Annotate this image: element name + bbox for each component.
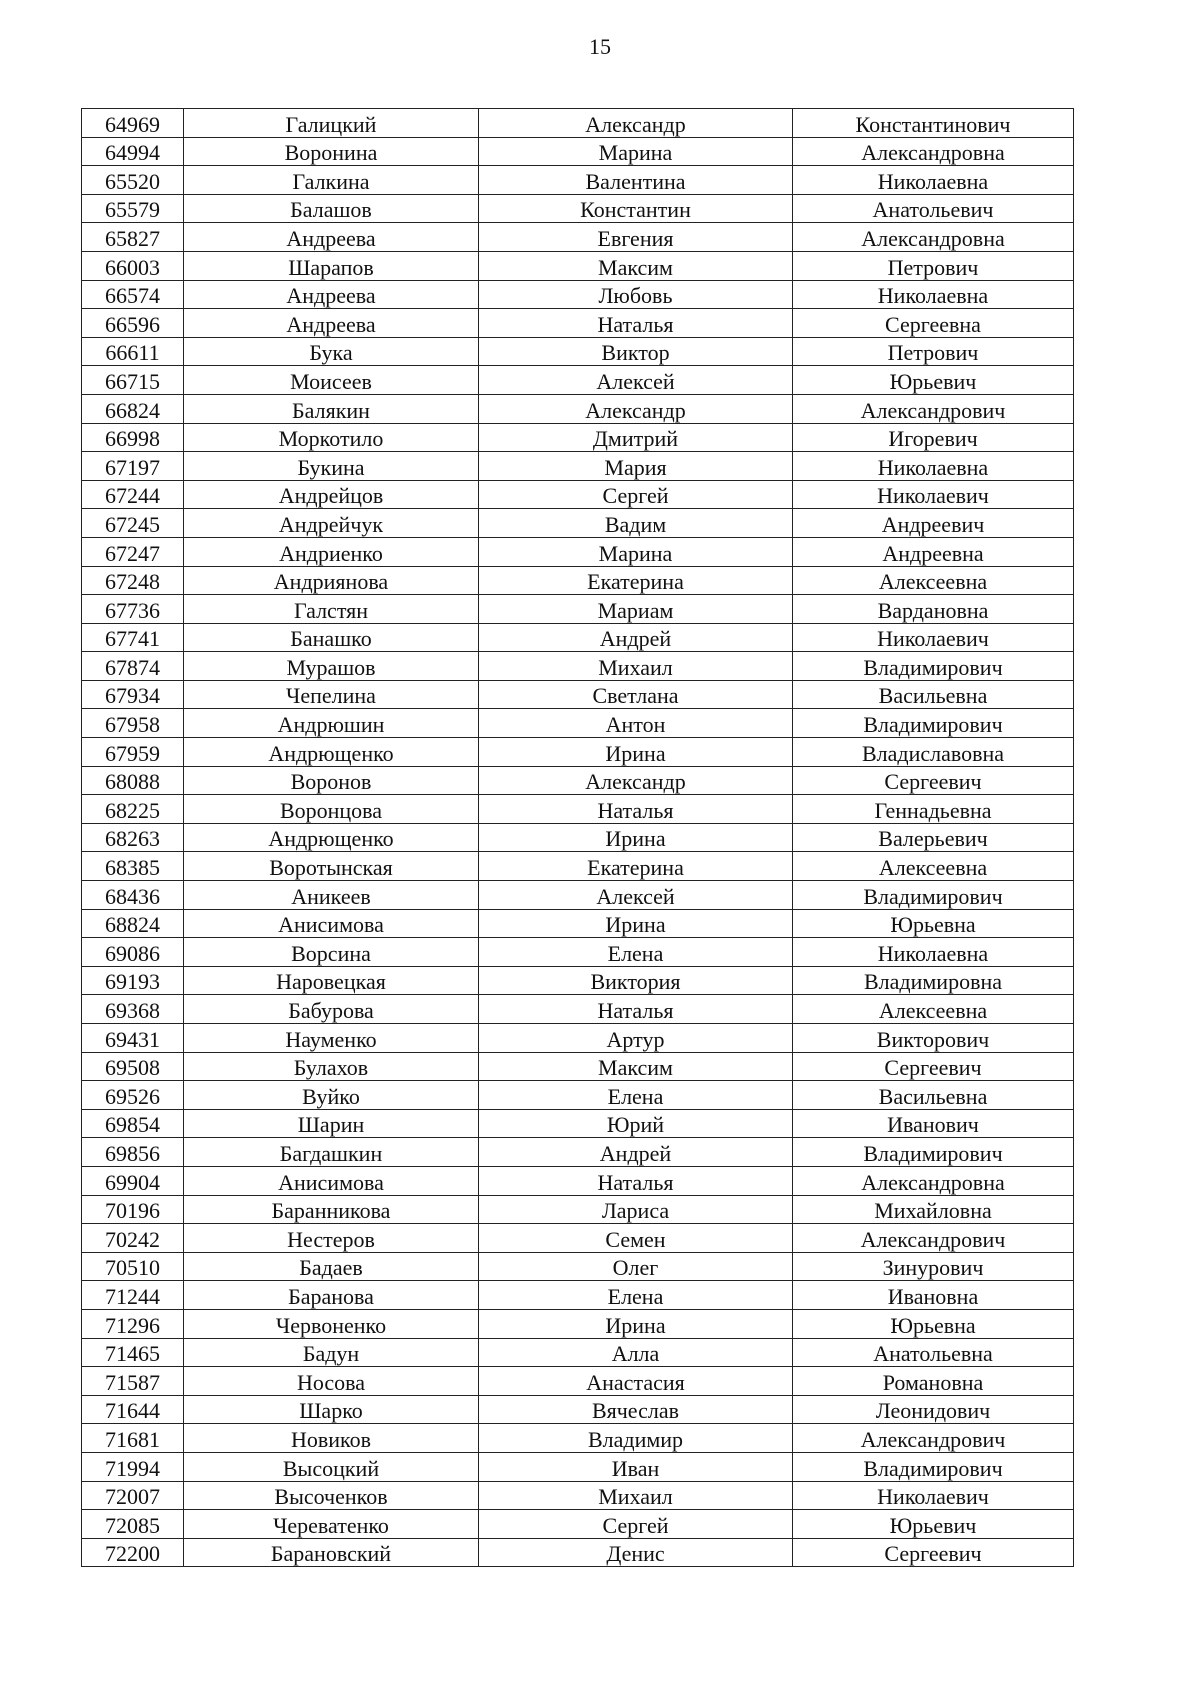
cell-registry-number: 71587 [82,1367,184,1396]
cell-patronymic: Александровна [793,1166,1074,1195]
table-row [82,766,1074,795]
cell-last-name: Высоцкий [184,1452,479,1481]
cell-registry-number: 72200 [82,1538,184,1567]
cell-first-name: Алексей [479,366,793,395]
cell-patronymic: Александровна [793,223,1074,252]
cell-registry-number: 72007 [82,1481,184,1510]
cell-patronymic: Александрович [793,394,1074,423]
cell-patronymic: Валерьевич [793,823,1074,852]
cell-first-name: Владимир [479,1424,793,1453]
cell-last-name: Шарин [184,1109,479,1138]
cell-last-name: Аникеев [184,881,479,910]
cell-registry-number: 69854 [82,1109,184,1138]
cell-first-name: Светлана [479,680,793,709]
cell-last-name: Науменко [184,1024,479,1053]
table-row [82,251,1074,280]
cell-last-name: Высоченков [184,1481,479,1510]
cell-first-name: Валентина [479,166,793,195]
cell-first-name: Сергей [479,480,793,509]
cell-last-name: Андрющенко [184,738,479,767]
cell-last-name: Андрюшин [184,709,479,738]
cell-registry-number: 70510 [82,1252,184,1281]
table-row [82,709,1074,738]
cell-patronymic: Николаевна [793,938,1074,967]
cell-registry-number: 66611 [82,337,184,366]
cell-first-name: Артур [479,1024,793,1053]
cell-registry-number: 66998 [82,423,184,452]
cell-patronymic: Николаевна [793,452,1074,481]
cell-registry-number: 66824 [82,394,184,423]
cell-patronymic: Владимирович [793,1452,1074,1481]
cell-first-name: Виктор [479,337,793,366]
cell-registry-number: 67247 [82,537,184,566]
cell-last-name: Бука [184,337,479,366]
table-row [82,652,1074,681]
page-number: 15 [589,34,611,59]
cell-last-name: Бабурова [184,995,479,1024]
table-row [82,223,1074,252]
cell-first-name: Семен [479,1224,793,1253]
cell-first-name: Антон [479,709,793,738]
cell-registry-number: 68225 [82,795,184,824]
table-row [82,137,1074,166]
cell-last-name: Бадун [184,1338,479,1367]
table-row [82,938,1074,967]
cell-patronymic: Юрьевич [793,366,1074,395]
cell-patronymic: Александрович [793,1224,1074,1253]
cell-patronymic: Юрьевна [793,1309,1074,1338]
cell-patronymic: Владимировна [793,966,1074,995]
cell-registry-number: 69904 [82,1166,184,1195]
cell-patronymic: Александровна [793,137,1074,166]
cell-patronymic: Алексеевна [793,995,1074,1024]
cell-last-name: Анисимова [184,1166,479,1195]
cell-registry-number: 69086 [82,938,184,967]
cell-registry-number: 71681 [82,1424,184,1453]
cell-first-name: Екатерина [479,852,793,881]
cell-patronymic: Геннадьевна [793,795,1074,824]
registry-table-body [82,109,1074,1567]
table-row [82,423,1074,452]
table-row [82,1052,1074,1081]
cell-last-name: Баранова [184,1281,479,1310]
table-row [82,1510,1074,1539]
table-row [82,337,1074,366]
cell-first-name: Ирина [479,909,793,938]
cell-last-name: Галкина [184,166,479,195]
cell-registry-number: 67934 [82,680,184,709]
cell-last-name: Червоненко [184,1309,479,1338]
cell-last-name: Андреева [184,223,479,252]
cell-registry-number: 64969 [82,109,184,138]
cell-registry-number: 71296 [82,1309,184,1338]
cell-registry-number: 66715 [82,366,184,395]
cell-last-name: Чепелина [184,680,479,709]
table-row [82,1252,1074,1281]
cell-first-name: Вячеслав [479,1395,793,1424]
cell-patronymic: Алексеевна [793,852,1074,881]
cell-registry-number: 68385 [82,852,184,881]
cell-registry-number: 66574 [82,280,184,309]
cell-first-name: Елена [479,1081,793,1110]
cell-patronymic: Андреевна [793,537,1074,566]
cell-patronymic: Сергеевич [793,1538,1074,1567]
cell-first-name: Виктория [479,966,793,995]
cell-first-name: Елена [479,1281,793,1310]
cell-last-name: Наровецкая [184,966,479,995]
cell-patronymic: Владимирович [793,881,1074,910]
cell-first-name: Алла [479,1338,793,1367]
cell-patronymic: Владимирович [793,652,1074,681]
cell-last-name: Носова [184,1367,479,1396]
cell-first-name: Мариам [479,595,793,624]
table-row [82,1481,1074,1510]
cell-first-name: Наталья [479,795,793,824]
cell-last-name: Череватенко [184,1510,479,1539]
cell-first-name: Михаил [479,652,793,681]
cell-patronymic: Николаевна [793,166,1074,195]
cell-registry-number: 67741 [82,623,184,652]
cell-registry-number: 69856 [82,1138,184,1167]
cell-registry-number: 66003 [82,251,184,280]
table-row [82,1424,1074,1453]
cell-last-name: Анисимова [184,909,479,938]
cell-first-name: Наталья [479,1166,793,1195]
cell-patronymic: Николаевна [793,280,1074,309]
cell-last-name: Воронцова [184,795,479,824]
cell-last-name: Багдашкин [184,1138,479,1167]
table-row [82,309,1074,338]
cell-patronymic: Зинурович [793,1252,1074,1281]
cell-patronymic: Сергеевна [793,309,1074,338]
table-row [82,738,1074,767]
cell-registry-number: 65520 [82,166,184,195]
cell-first-name: Лариса [479,1195,793,1224]
cell-patronymic: Владимирович [793,709,1074,738]
cell-registry-number: 69193 [82,966,184,995]
cell-patronymic: Николаевич [793,1481,1074,1510]
cell-last-name: Воронов [184,766,479,795]
cell-first-name: Иван [479,1452,793,1481]
table-row [82,1395,1074,1424]
cell-patronymic: Петрович [793,337,1074,366]
cell-last-name: Галицкий [184,109,479,138]
cell-first-name: Наталья [479,309,793,338]
cell-first-name: Екатерина [479,566,793,595]
cell-patronymic: Андреевич [793,509,1074,538]
cell-first-name: Ирина [479,1309,793,1338]
cell-first-name: Любовь [479,280,793,309]
table-row [82,194,1074,223]
table-row [82,109,1074,138]
table-row [82,795,1074,824]
cell-registry-number: 69508 [82,1052,184,1081]
table-row [82,1452,1074,1481]
cell-registry-number: 72085 [82,1510,184,1539]
table-row [82,1166,1074,1195]
cell-last-name: Андрейцов [184,480,479,509]
cell-patronymic: Васильевна [793,1081,1074,1110]
cell-last-name: Букина [184,452,479,481]
cell-patronymic: Ивановна [793,1281,1074,1310]
cell-registry-number: 70242 [82,1224,184,1253]
cell-last-name: Андрющенко [184,823,479,852]
cell-last-name: Шарапов [184,251,479,280]
cell-patronymic: Васильевна [793,680,1074,709]
cell-patronymic: Юрьевич [793,1510,1074,1539]
table-row [82,1109,1074,1138]
cell-last-name: Мурашов [184,652,479,681]
table-row [82,881,1074,910]
cell-patronymic: Владимирович [793,1138,1074,1167]
cell-registry-number: 65827 [82,223,184,252]
cell-first-name: Марина [479,537,793,566]
cell-last-name: Бадаев [184,1252,479,1281]
cell-registry-number: 70196 [82,1195,184,1224]
cell-registry-number: 69431 [82,1024,184,1053]
table-row [82,852,1074,881]
table-row [82,280,1074,309]
cell-last-name: Андриенко [184,537,479,566]
cell-first-name: Александр [479,766,793,795]
cell-registry-number: 71244 [82,1281,184,1310]
cell-patronymic: Константинович [793,109,1074,138]
cell-registry-number: 67958 [82,709,184,738]
cell-first-name: Дмитрий [479,423,793,452]
cell-patronymic: Анатольевич [793,194,1074,223]
table-row [82,680,1074,709]
cell-registry-number: 69368 [82,995,184,1024]
table-row [82,1224,1074,1253]
cell-last-name: Барановский [184,1538,479,1567]
table-row [82,1081,1074,1110]
cell-first-name: Евгения [479,223,793,252]
cell-patronymic: Николаевич [793,480,1074,509]
cell-registry-number: 71465 [82,1338,184,1367]
cell-registry-number: 67197 [82,452,184,481]
cell-first-name: Мария [479,452,793,481]
cell-first-name: Алексей [479,881,793,910]
cell-first-name: Денис [479,1538,793,1567]
table-row [82,623,1074,652]
cell-patronymic: Романовна [793,1367,1074,1396]
table-row [82,1309,1074,1338]
cell-registry-number: 69526 [82,1081,184,1110]
table-row [82,995,1074,1024]
cell-patronymic: Сергеевич [793,766,1074,795]
cell-patronymic: Михайловна [793,1195,1074,1224]
table-row [82,966,1074,995]
cell-last-name: Галстян [184,595,479,624]
cell-registry-number: 67244 [82,480,184,509]
cell-patronymic: Анатольевна [793,1338,1074,1367]
cell-last-name: Баранникова [184,1195,479,1224]
table-row [82,1195,1074,1224]
cell-patronymic: Владиславовна [793,738,1074,767]
table-row [82,480,1074,509]
cell-first-name: Максим [479,1052,793,1081]
cell-patronymic: Викторович [793,1024,1074,1053]
cell-last-name: Банашко [184,623,479,652]
registry-table [81,108,1074,1567]
cell-registry-number: 67245 [82,509,184,538]
table-row [82,1281,1074,1310]
cell-registry-number: 68436 [82,881,184,910]
table-row [82,1338,1074,1367]
cell-last-name: Моркотило [184,423,479,452]
cell-registry-number: 71994 [82,1452,184,1481]
cell-registry-number: 64994 [82,137,184,166]
cell-first-name: Максим [479,251,793,280]
table-row [82,1367,1074,1396]
cell-registry-number: 68088 [82,766,184,795]
cell-registry-number: 71644 [82,1395,184,1424]
cell-last-name: Ворсина [184,938,479,967]
cell-first-name: Сергей [479,1510,793,1539]
cell-patronymic: Алексеевна [793,566,1074,595]
cell-first-name: Константин [479,194,793,223]
cell-patronymic: Игоревич [793,423,1074,452]
table-row [82,537,1074,566]
cell-registry-number: 67248 [82,566,184,595]
cell-last-name: Балашов [184,194,479,223]
table-row [82,566,1074,595]
cell-first-name: Ирина [479,823,793,852]
cell-registry-number: 67959 [82,738,184,767]
cell-first-name: Олег [479,1252,793,1281]
cell-first-name: Юрий [479,1109,793,1138]
cell-last-name: Шарко [184,1395,479,1424]
cell-registry-number: 67874 [82,652,184,681]
cell-last-name: Андреева [184,280,479,309]
cell-patronymic: Сергеевич [793,1052,1074,1081]
table-row [82,823,1074,852]
cell-last-name: Вуйко [184,1081,479,1110]
table-row [82,394,1074,423]
cell-first-name: Александр [479,394,793,423]
table-row [82,166,1074,195]
cell-registry-number: 68824 [82,909,184,938]
cell-first-name: Ирина [479,738,793,767]
cell-last-name: Нестеров [184,1224,479,1253]
cell-last-name: Воронина [184,137,479,166]
cell-patronymic: Юрьевна [793,909,1074,938]
table-row [82,509,1074,538]
cell-last-name: Балякин [184,394,479,423]
cell-last-name: Новиков [184,1424,479,1453]
table-row [82,1138,1074,1167]
cell-first-name: Марина [479,137,793,166]
table-row [82,909,1074,938]
cell-last-name: Андриянова [184,566,479,595]
cell-last-name: Воротынская [184,852,479,881]
cell-registry-number: 66596 [82,309,184,338]
cell-last-name: Андрейчук [184,509,479,538]
cell-first-name: Анастасия [479,1367,793,1396]
cell-first-name: Елена [479,938,793,967]
cell-last-name: Моисеев [184,366,479,395]
cell-registry-number: 67736 [82,595,184,624]
cell-last-name: Булахов [184,1052,479,1081]
cell-first-name: Михаил [479,1481,793,1510]
cell-patronymic: Александрович [793,1424,1074,1453]
cell-first-name: Андрей [479,1138,793,1167]
table-row [82,1538,1074,1567]
table-row [82,366,1074,395]
table-row [82,1024,1074,1053]
table-row [82,595,1074,624]
cell-registry-number: 68263 [82,823,184,852]
cell-patronymic: Леонидович [793,1395,1074,1424]
cell-first-name: Александр [479,109,793,138]
cell-patronymic: Вардановна [793,595,1074,624]
cell-first-name: Наталья [479,995,793,1024]
cell-patronymic: Иванович [793,1109,1074,1138]
cell-patronymic: Петрович [793,251,1074,280]
cell-first-name: Вадим [479,509,793,538]
cell-patronymic: Николаевич [793,623,1074,652]
cell-first-name: Андрей [479,623,793,652]
cell-registry-number: 65579 [82,194,184,223]
cell-last-name: Андреева [184,309,479,338]
table-row [82,452,1074,481]
